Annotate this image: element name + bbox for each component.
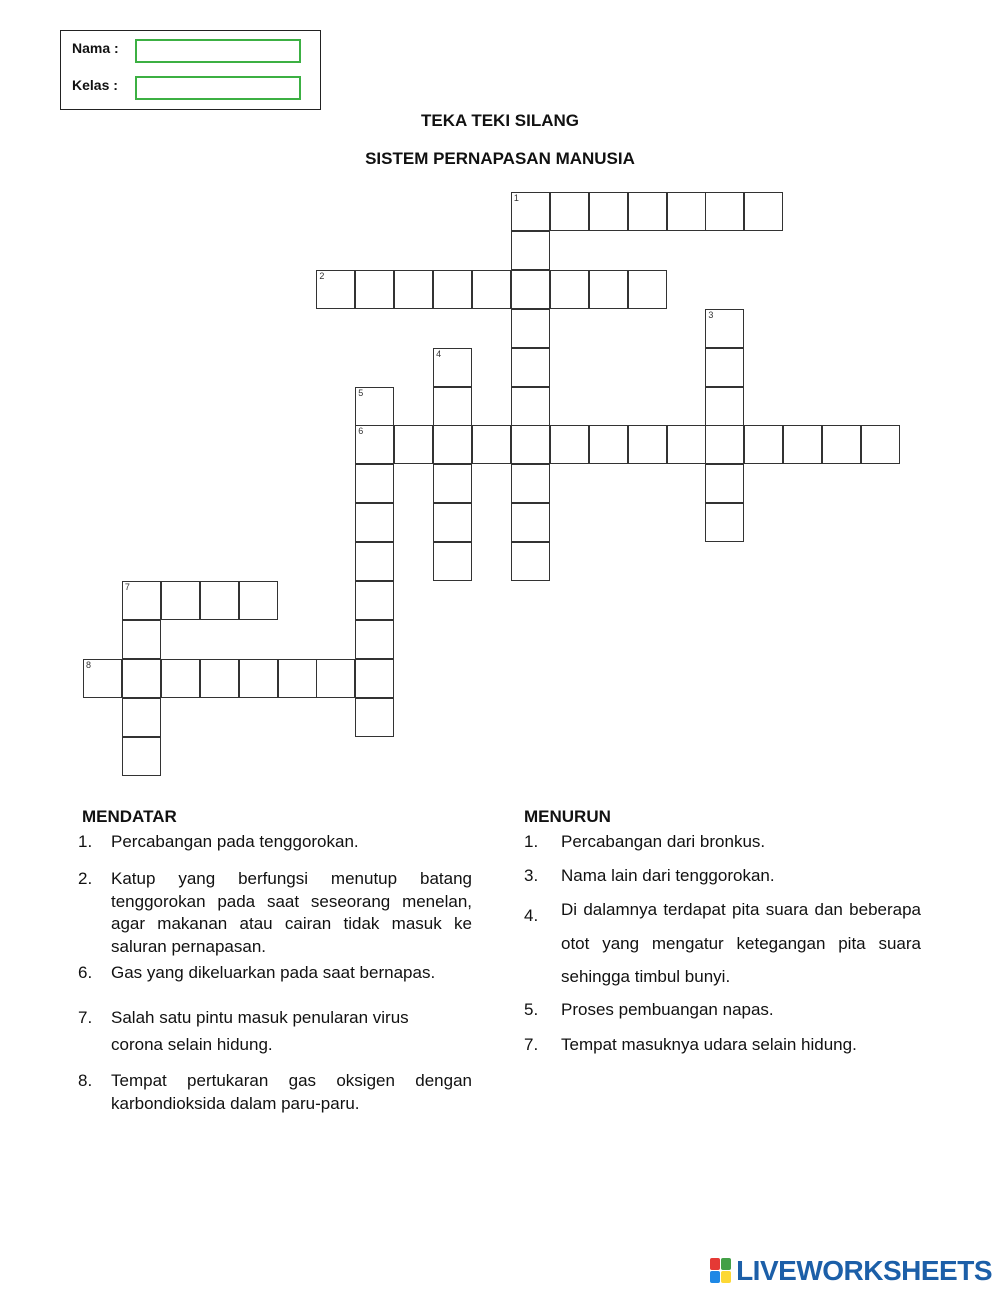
- crossword-cell[interactable]: [433, 542, 472, 581]
- crossword-cell-input[interactable]: [434, 426, 471, 463]
- crossword-cell[interactable]: [511, 542, 550, 581]
- crossword-cell[interactable]: [122, 737, 161, 776]
- crossword-cell-input[interactable]: [356, 660, 393, 697]
- crossword-cell[interactable]: [433, 425, 472, 464]
- crossword-cell-input[interactable]: [356, 388, 393, 425]
- liveworksheets-logo: [710, 1255, 992, 1287]
- crossword-cell-input[interactable]: [668, 426, 705, 463]
- crossword-cell[interactable]: [316, 270, 355, 309]
- crossword-cell-input[interactable]: [590, 193, 627, 230]
- crossword-cell-input[interactable]: [551, 193, 588, 230]
- crossword-cell-input[interactable]: [201, 660, 238, 697]
- crossword-cell[interactable]: [472, 425, 511, 464]
- crossword-cell[interactable]: [705, 464, 744, 503]
- crossword-cell[interactable]: [705, 309, 744, 348]
- crossword-cell-input[interactable]: [551, 426, 588, 463]
- clue-number: 6: [358, 426, 364, 437]
- class-label: Kelas :: [72, 77, 118, 93]
- crossword-cell-input[interactable]: [434, 271, 471, 308]
- liveworksheets-logo-icon: [710, 1258, 732, 1284]
- clue-number: 8: [86, 659, 92, 670]
- crossword-cell[interactable]: [705, 503, 744, 542]
- crossword-cell-input[interactable]: [551, 271, 588, 308]
- name-input[interactable]: [135, 39, 301, 63]
- crossword-cell[interactable]: [355, 387, 394, 426]
- crossword-cell[interactable]: [550, 425, 589, 464]
- crossword-cell-input[interactable]: [279, 660, 316, 697]
- clue-number: 4: [436, 348, 442, 359]
- crossword-cell[interactable]: [433, 464, 472, 503]
- crossword-cell-input[interactable]: [434, 388, 471, 425]
- crossword-cell-input[interactable]: [590, 271, 627, 308]
- crossword-cell[interactable]: [355, 542, 394, 581]
- crossword-cell-input[interactable]: [784, 426, 821, 463]
- crossword-cell-input[interactable]: [706, 349, 743, 386]
- crossword-cell-input[interactable]: [706, 388, 743, 425]
- page-title: TEKA TEKI SILANG: [420, 111, 580, 130]
- crossword-cell-input[interactable]: [512, 271, 549, 308]
- crossword-cell[interactable]: [433, 270, 472, 309]
- crossword-cell-input[interactable]: [356, 271, 393, 308]
- crossword-cell[interactable]: [394, 270, 433, 309]
- crossword-cell[interactable]: [822, 425, 861, 464]
- crossword-cell-input[interactable]: [434, 465, 471, 502]
- crossword-cell-input[interactable]: [512, 232, 549, 269]
- crossword-cell-input[interactable]: [162, 582, 199, 619]
- crossword-cell[interactable]: [122, 581, 161, 620]
- crossword-cell[interactable]: [744, 425, 783, 464]
- crossword-cell[interactable]: [511, 503, 550, 542]
- crossword-cell-input[interactable]: [512, 388, 549, 425]
- crossword-cell[interactable]: [783, 425, 822, 464]
- crossword-cell-input[interactable]: [706, 193, 743, 230]
- crossword-cell[interactable]: [355, 659, 394, 698]
- crossword-cell[interactable]: [705, 387, 744, 426]
- crossword-cell-input[interactable]: [862, 426, 899, 463]
- crossword-cell-input[interactable]: [434, 349, 471, 386]
- crossword-cell-input[interactable]: [629, 193, 666, 230]
- crossword-cell-input[interactable]: [745, 426, 782, 463]
- crossword-cell-input[interactable]: [434, 543, 471, 580]
- crossword-cell[interactable]: [278, 659, 317, 698]
- crossword-cell[interactable]: [355, 581, 394, 620]
- crossword-cell[interactable]: [161, 581, 200, 620]
- crossword-cell[interactable]: [511, 309, 550, 348]
- crossword-cell[interactable]: [511, 348, 550, 387]
- crossword-cell-input[interactable]: [356, 621, 393, 658]
- crossword-cell-input[interactable]: [123, 621, 160, 658]
- crossword-cell[interactable]: [472, 270, 511, 309]
- crossword-cell-input[interactable]: [512, 465, 549, 502]
- crossword-cell-input[interactable]: [395, 271, 432, 308]
- crossword-cell[interactable]: [161, 659, 200, 698]
- crossword-cell[interactable]: [122, 620, 161, 659]
- crossword-cell-input[interactable]: [629, 271, 666, 308]
- crossword-cell[interactable]: [355, 698, 394, 737]
- crossword-cell[interactable]: [122, 698, 161, 737]
- crossword-cell[interactable]: [239, 581, 278, 620]
- crossword-cell[interactable]: [628, 425, 667, 464]
- crossword-cell-input[interactable]: [317, 660, 354, 697]
- crossword-cell-input[interactable]: [123, 582, 160, 619]
- crossword-cell[interactable]: [511, 231, 550, 270]
- crossword-cell[interactable]: [705, 192, 744, 231]
- crossword-cell-input[interactable]: [668, 193, 705, 230]
- crossword-cell[interactable]: [433, 387, 472, 426]
- crossword-cell[interactable]: [705, 348, 744, 387]
- crossword-cell-input[interactable]: [512, 193, 549, 230]
- crossword-cell-input[interactable]: [706, 504, 743, 541]
- crossword-cell-input[interactable]: [356, 543, 393, 580]
- crossword-cell[interactable]: [628, 270, 667, 309]
- clue-number: 5: [358, 387, 364, 398]
- crossword-cell-input[interactable]: [356, 582, 393, 619]
- clue-number: 2: [319, 270, 325, 281]
- crossword-cell-input[interactable]: [590, 426, 627, 463]
- crossword-cell[interactable]: [550, 192, 589, 231]
- crossword-cell-input[interactable]: [512, 349, 549, 386]
- crossword-cell[interactable]: [355, 425, 394, 464]
- crossword-cell-input[interactable]: [356, 465, 393, 502]
- crossword-cell-input[interactable]: [512, 426, 549, 463]
- crossword-cell[interactable]: [550, 270, 589, 309]
- crossword-cell-input[interactable]: [317, 271, 354, 308]
- crossword-cell-input[interactable]: [706, 310, 743, 347]
- crossword-cell[interactable]: [433, 503, 472, 542]
- crossword-cell[interactable]: [394, 425, 433, 464]
- crossword-cell-input[interactable]: [629, 426, 666, 463]
- crossword-cell[interactable]: [589, 192, 628, 231]
- crossword-cell-input[interactable]: [706, 426, 743, 463]
- crossword-cell[interactable]: [316, 659, 355, 698]
- crossword-cell-input[interactable]: [356, 426, 393, 463]
- crossword-cell[interactable]: [433, 348, 472, 387]
- crossword-cell-input[interactable]: [823, 426, 860, 463]
- crossword-cell[interactable]: [744, 192, 783, 231]
- crossword-cell[interactable]: [122, 659, 161, 698]
- crossword-cell[interactable]: [511, 192, 550, 231]
- across-heading: MENDATAR: [82, 807, 177, 826]
- crossword-cell-input[interactable]: [512, 543, 549, 580]
- crossword-cell-input[interactable]: [240, 660, 277, 697]
- clue-number: 7: [124, 582, 130, 592]
- crossword-cell[interactable]: [628, 192, 667, 231]
- crossword-cell[interactable]: [200, 581, 239, 620]
- crossword-cell[interactable]: [589, 270, 628, 309]
- crossword-cell-input[interactable]: [473, 271, 510, 308]
- down-heading: MENURUN: [524, 807, 611, 826]
- crossword-cell[interactable]: [83, 659, 122, 698]
- crossword-cell[interactable]: [355, 503, 394, 542]
- crossword-cell-input[interactable]: [356, 504, 393, 541]
- liveworksheets-logo-text: LIVEWORKSHEETS: [736, 1255, 992, 1286]
- crossword-cell-input[interactable]: [434, 504, 471, 541]
- crossword-cell-input[interactable]: [395, 426, 432, 463]
- crossword-cell-input[interactable]: [356, 699, 393, 736]
- crossword-cell[interactable]: [511, 270, 550, 309]
- crossword-cell[interactable]: [705, 425, 744, 464]
- crossword-cell[interactable]: [239, 659, 278, 698]
- crossword-cell[interactable]: [355, 270, 394, 309]
- crossword-cell[interactable]: [511, 425, 550, 464]
- crossword-cell-input[interactable]: [123, 660, 160, 697]
- crossword-cell[interactable]: [589, 425, 628, 464]
- crossword-cell-input[interactable]: [84, 660, 121, 697]
- class-input[interactable]: [135, 76, 301, 100]
- crossword-cell[interactable]: [667, 192, 706, 231]
- crossword-cell-input[interactable]: [123, 699, 160, 736]
- crossword-cell-input[interactable]: [473, 426, 510, 463]
- crossword-cell-input[interactable]: [240, 582, 277, 619]
- name-label: Nama :: [72, 40, 119, 56]
- crossword-cell[interactable]: [511, 387, 550, 426]
- crossword-cell[interactable]: [355, 620, 394, 659]
- crossword-cell-input[interactable]: [123, 738, 160, 775]
- clue-number: 3: [708, 309, 714, 320]
- crossword-cell-input[interactable]: [512, 310, 549, 347]
- crossword-cell[interactable]: [200, 659, 239, 698]
- student-info-box: [60, 30, 321, 110]
- crossword-cell-input[interactable]: [201, 582, 238, 619]
- crossword-cell[interactable]: [861, 425, 900, 464]
- crossword-cell[interactable]: [667, 425, 706, 464]
- page-subtitle: SISTEM PERNAPASAN MANUSIA: [365, 149, 635, 168]
- crossword-cell[interactable]: [355, 464, 394, 503]
- clue-number: 1: [513, 193, 519, 203]
- crossword-cell-input[interactable]: [745, 193, 782, 230]
- crossword-cell-input[interactable]: [706, 465, 743, 502]
- crossword-cell-input[interactable]: [162, 660, 199, 697]
- crossword-cell-input[interactable]: [512, 504, 549, 541]
- crossword-cell[interactable]: [511, 464, 550, 503]
